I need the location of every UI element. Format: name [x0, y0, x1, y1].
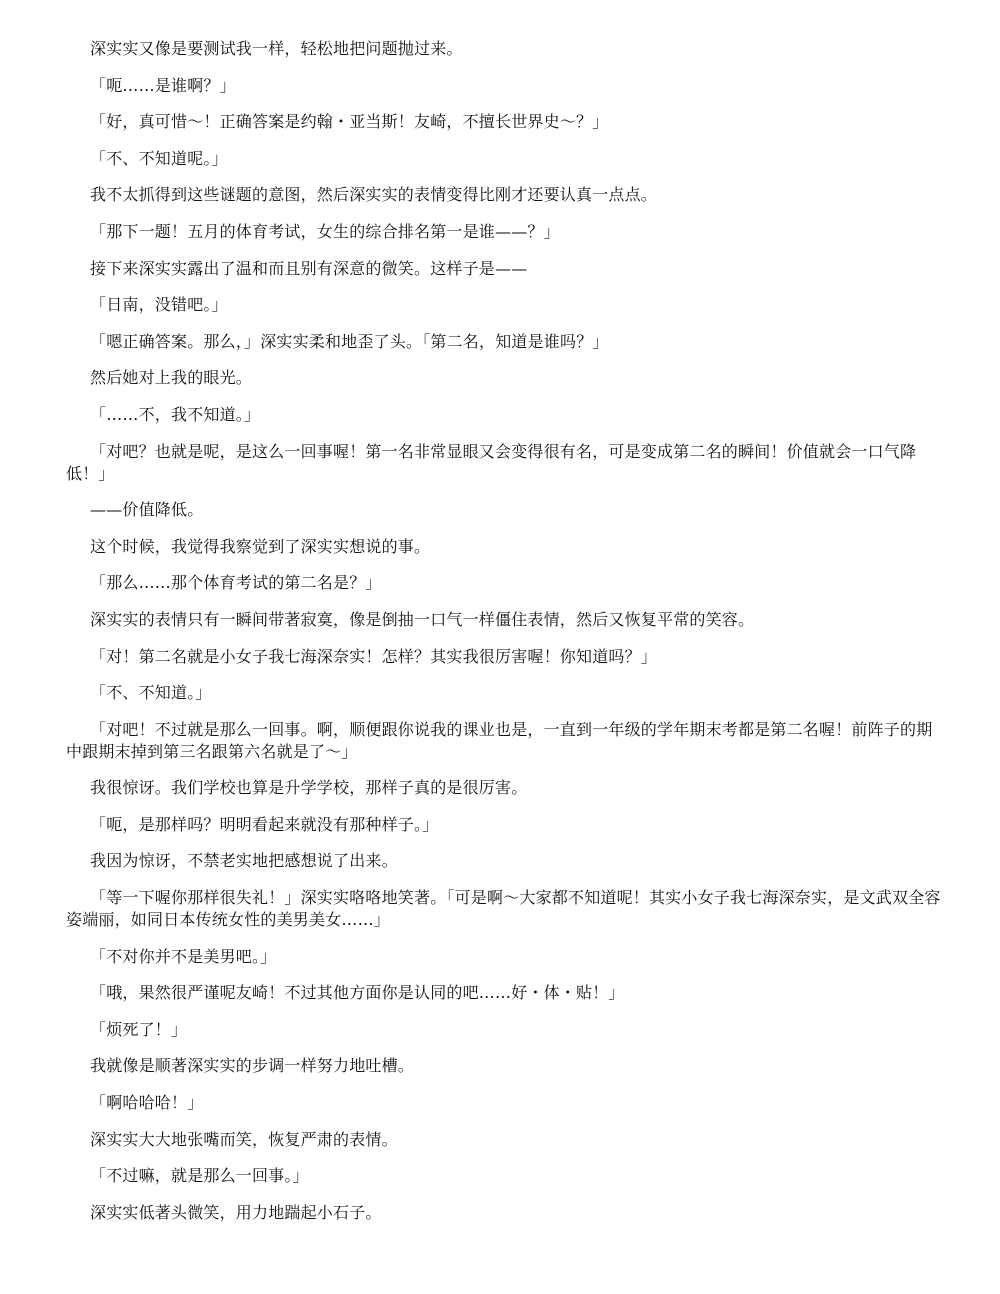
paragraph: 然后她对上我的眼光。 [90, 368, 253, 388]
paragraph: 「呃，是那样吗？明明看起来就没有那种样子。」 [90, 814, 439, 834]
paragraph: 这个时候，我觉得我察觉到了深实实想说的事。 [90, 536, 431, 556]
paragraph: 接下来深实实露出了温和而且别有深意的微笑。这样子是—— [90, 258, 528, 278]
paragraph: 深实实又像是要测试我一样，轻松地把问题抛过来。 [90, 39, 463, 58]
paragraph: 「好，真可惜～！正确答案是约翰・亚当斯！友崎，不擅长世界史～？」 [90, 112, 609, 132]
paragraph: 「不、不知道呢。」 [90, 148, 228, 168]
paragraph: 「嗯正确答案。那么，」深实实柔和地歪了头。「第二名，知道是谁吗？」 [90, 331, 609, 351]
paragraph: 「对吧？也就是呢，是这么一回事喔！第一名非常显眼又会变得很有名，可是变成第二名的瞬间！价值就会一口气降低！」 [66, 441, 917, 483]
paragraph: 「日南，没错吧。」 [90, 295, 228, 315]
paragraph: 「不、不知道。」 [90, 683, 212, 703]
paragraph: ——价值降低。 [90, 500, 204, 520]
paragraph: 「对吧！不过就是那么一回事。啊，顺便跟你说我的课业也是，一直到一年级的学年期末考都是第二名喔！前阵子的期中跟期末掉到第三名跟第六名就是了～」 [66, 719, 933, 761]
paragraph: 「啊哈哈哈！」 [90, 1093, 204, 1113]
paragraph: 「等一下喔你那样很失礼！」深实实咯咯地笑著。「可是啊～大家都不知道呢！其实小女子我七海深奈实，是文武双全容姿端丽，如同日本传统女性的美男美女……」 [66, 888, 941, 930]
paragraph: 深实实的表情只有一瞬间带著寂寞，像是倒抽一口气一样僵住表情，然后又恢复平常的笑容。 [90, 609, 755, 629]
paragraph: 「不过嘛，就是那么一回事。」 [90, 1166, 309, 1186]
body-text [66, 38, 944, 1224]
paragraph: 我很惊讶。我们学校也算是升学学校，那样子真的是很厉害。 [90, 778, 528, 798]
paragraph: 「那么……那个体育考试的第二名是？」 [90, 573, 382, 593]
paragraph: 「哦，果然很严谨呢友崎！不过其他方面你是认同的吧……好・体・贴！」 [90, 983, 625, 1003]
paragraph: 深实实低著头微笑，用力地踹起小石子。 [90, 1202, 382, 1222]
paragraph: 「对！第二名就是小女子我七海深奈实！怎样？其实我很厉害喔！你知道吗？」 [90, 646, 658, 666]
paragraph: 「……不，我不知道。」 [90, 404, 261, 424]
paragraph: 我就像是顺著深实实的步调一样努力地吐槽。 [90, 1056, 415, 1076]
paragraph: 「不对你并不是美男吧。」 [90, 946, 277, 966]
paragraph: 「那下一题！五月的体育考试，女生的综合排名第一是谁——？」 [90, 221, 560, 241]
paragraph: 深实实大大地张嘴而笑，恢复严肃的表情。 [90, 1129, 398, 1149]
paragraph: 「呃……是谁啊？」 [90, 75, 236, 95]
paragraph: 我不太抓得到这些谜题的意图，然后深实实的表情变得比刚才还要认真一点点。 [90, 185, 658, 205]
paragraph: 「烦死了！」 [90, 1019, 188, 1039]
paragraph: 我因为惊讶，不禁老实地把感想说了出来。 [90, 851, 398, 871]
